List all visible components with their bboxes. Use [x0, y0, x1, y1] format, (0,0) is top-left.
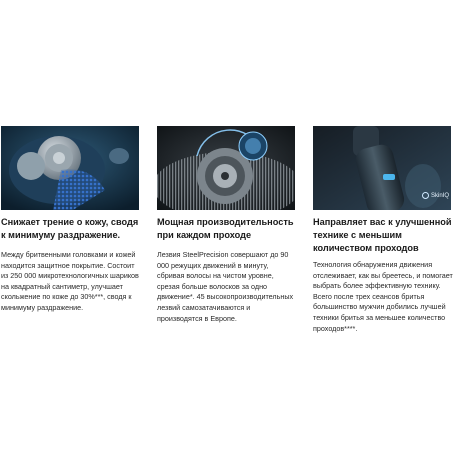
blade-closeup-illustration [157, 126, 295, 210]
feature-description: Между бритвенными головками и кожей находится защитное покрытие. Состоит из 250 000 микротехнологичных шариков на квадратный сантиметр, улучшает скольжение по коже до 30%***, сводя к минимуму раздражение. [1, 250, 139, 312]
skiniq-label: SkinIQ [431, 192, 450, 199]
feature-heading: Мощная производительность при каждом проходе [157, 217, 294, 240]
shaver-head-coating-illustration [1, 126, 139, 210]
feature-heading: Направляет вас к улучшенной технике с меньшим количеством проходов [313, 217, 452, 253]
feature-description: Лезвия SteelPrecision совершают до 90 000 режущих движений в минуту, сбривая волосы на чистом уровне, срезая больше волосков за одно движение*. 45 высокопроизводительных лезвий самозатачиваются и производятся в Европе. [157, 250, 294, 323]
shaver-head-coating-image [1, 126, 139, 210]
feature-heading: Снижает трение о кожу, сводя к минимуму раздражение. [1, 217, 139, 240]
skiniq-ring-icon [422, 192, 429, 199]
skiniq-badge [422, 192, 449, 199]
shaver-device-image [313, 126, 451, 210]
blade-closeup-image [157, 126, 295, 210]
feature-description: Технология обнаружения движения отслеживает, как вы бреетесь, и помогает выбрать более эффективную технику. Всего после трех сеансов бритья большинство мужчин добились лучшей техники бритья за меньшее количество проходов****. [313, 260, 453, 333]
